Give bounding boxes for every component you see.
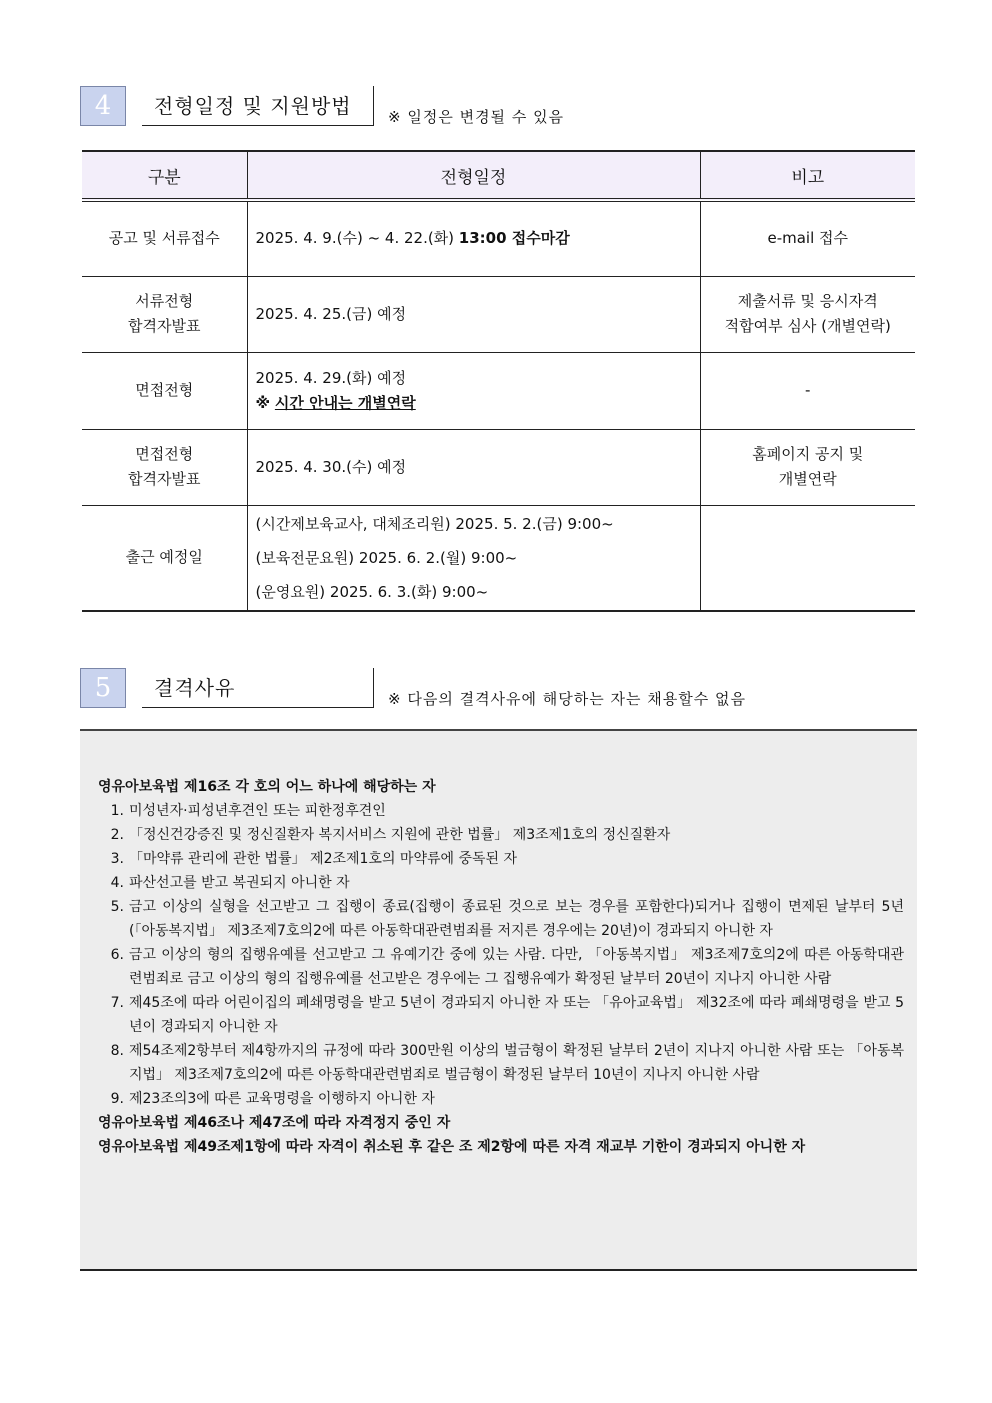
list-item: 3. 「마약류 관리에 관한 법률」 제2조제1호의 마약류에 중독된 자 <box>110 851 518 867</box>
row-category: 출근 예정일 <box>82 505 247 611</box>
row-note: e-mail 접수 <box>700 200 915 276</box>
schedule-table <box>82 150 915 612</box>
row-category: 공고 및 서류접수 <box>82 200 247 276</box>
list-item: 5. 금고 이상의 실형을 선고받고 그 집행이 종료(집행이 종료된 것으로 보는 경우를 포함한다)되거나 집행이 면제된 날부터 5년(「아동복지법」 제3조제7호의2에 따른 아동학대관련범죄를 저지른 경우에는 20년)이 경과되지 아니한 자 <box>110 899 904 939</box>
list-item: 4. 파산선고를 받고 복권되지 아니한 자 <box>110 875 350 891</box>
table-row <box>82 200 915 276</box>
header-category: 구분 <box>82 151 247 200</box>
row-schedule: (시간제보육교사, 대체조리원) 2025. 5. 2.(금) 9:00~ (보육전문요원) 2025. 6. 2.(월) 9:00~ (운영요원) 2025. 6. 3.(화) 9:00~ <box>247 505 700 611</box>
table-row <box>82 352 915 429</box>
row-note <box>700 505 915 611</box>
list-item: 1. 미성년자·피성년후견인 또는 피한정후견인 <box>110 803 386 819</box>
table-row <box>82 276 915 352</box>
row-schedule: 2025. 4. 25.(금) 예정 <box>247 276 700 352</box>
row-note: - <box>700 352 915 429</box>
row-note: 제출서류 및 응시자격 적합여부 심사 (개별연락) <box>700 276 915 352</box>
table-row <box>82 429 915 505</box>
section4-title: 전형일정 및 지원방법 <box>142 86 374 126</box>
law-heading: 영유아보육법 제16조 각 호의 어느 하나에 해당하는 자 <box>98 779 436 795</box>
row-category: 면접전형 합격자발표 <box>82 429 247 505</box>
law-footer-line: 영유아보육법 제49조제1항에 따라 자격이 취소된 후 같은 조 제2항에 따른 자격 재교부 기한이 경과되지 아니한 자 <box>98 1139 806 1155</box>
header-note: 비고 <box>700 151 915 200</box>
section5-title: 결격사유 <box>142 668 374 708</box>
law-footer-line: 영유아보육법 제46조나 제47조에 따라 자격정지 중인 자 <box>98 1115 451 1131</box>
row-category: 면접전형 <box>82 352 247 429</box>
list-item: 8. 제54조제2항부터 제4항까지의 규정에 따라 300만원 이상의 벌금형이 확정된 날부터 2년이 지나지 아니한 사람 또는 「아동복지법」 제3조제7호의2에 따른 아동학대관련범죄로 벌금형이 확정된 날부터 10년이 지나지 아니한 사람 <box>110 1043 904 1083</box>
reference-mark: ※ <box>255 393 271 412</box>
row-schedule: 2025. 4. 29.(화) 예정 ※ 시간 안내는 개별연락 <box>247 352 700 429</box>
interview-time-notice: 시간 안내는 개별연락 <box>274 393 416 412</box>
list-item: 2. 「정신건강증진 및 정신질환자 복지서비스 지원에 관한 법률」 제3조제1호의 정신질환자 <box>110 827 671 843</box>
row-schedule: 2025. 4. 30.(수) 예정 <box>247 429 700 505</box>
deadline-text: 13:00 접수마감 <box>458 229 570 248</box>
section4-header <box>80 86 920 132</box>
disqualification-box <box>80 729 917 1271</box>
table-header-row <box>82 151 915 200</box>
row-schedule: 2025. 4. 9.(수) ~ 4. 22.(화) 13:00 접수마감 <box>247 200 700 276</box>
section5-header <box>80 668 920 714</box>
list-item: 7. 제45조에 따라 어린이집의 폐쇄명령을 받고 5년이 경과되지 아니한 자 또는 「유아교육법」 제32조에 따라 폐쇄명령을 받고 5년이 경과되지 아니한 자 <box>110 995 904 1035</box>
list-item: 6. 금고 이상의 형의 집행유예를 선고받고 그 유예기간 중에 있는 사람. 다만, 「아동복지법」 제3조제7호의2에 따른 아동학대관련범죄로 금고 이상의 형의 집행유예를 선고받은 경우에는 그 집행유예가 확정된 날부터 20년이 지나지 아니한 사람 <box>110 947 904 987</box>
section5-note: ※ 다음의 결격사유에 해당하는 자는 채용할수 없음 <box>388 690 746 708</box>
row-category: 서류전형 합격자발표 <box>82 276 247 352</box>
list-item: 9. 제23조의3에 따른 교육명령을 이행하지 아니한 자 <box>110 1091 435 1107</box>
section4-note: ※ 일정은 변경될 수 있음 <box>388 108 565 126</box>
section5-number: 5 <box>80 668 126 708</box>
header-schedule: 전형일정 <box>247 151 700 200</box>
section4-number: 4 <box>80 86 126 126</box>
row-note: 홈페이지 공지 및 개별연락 <box>700 429 915 505</box>
table-row <box>82 505 915 611</box>
